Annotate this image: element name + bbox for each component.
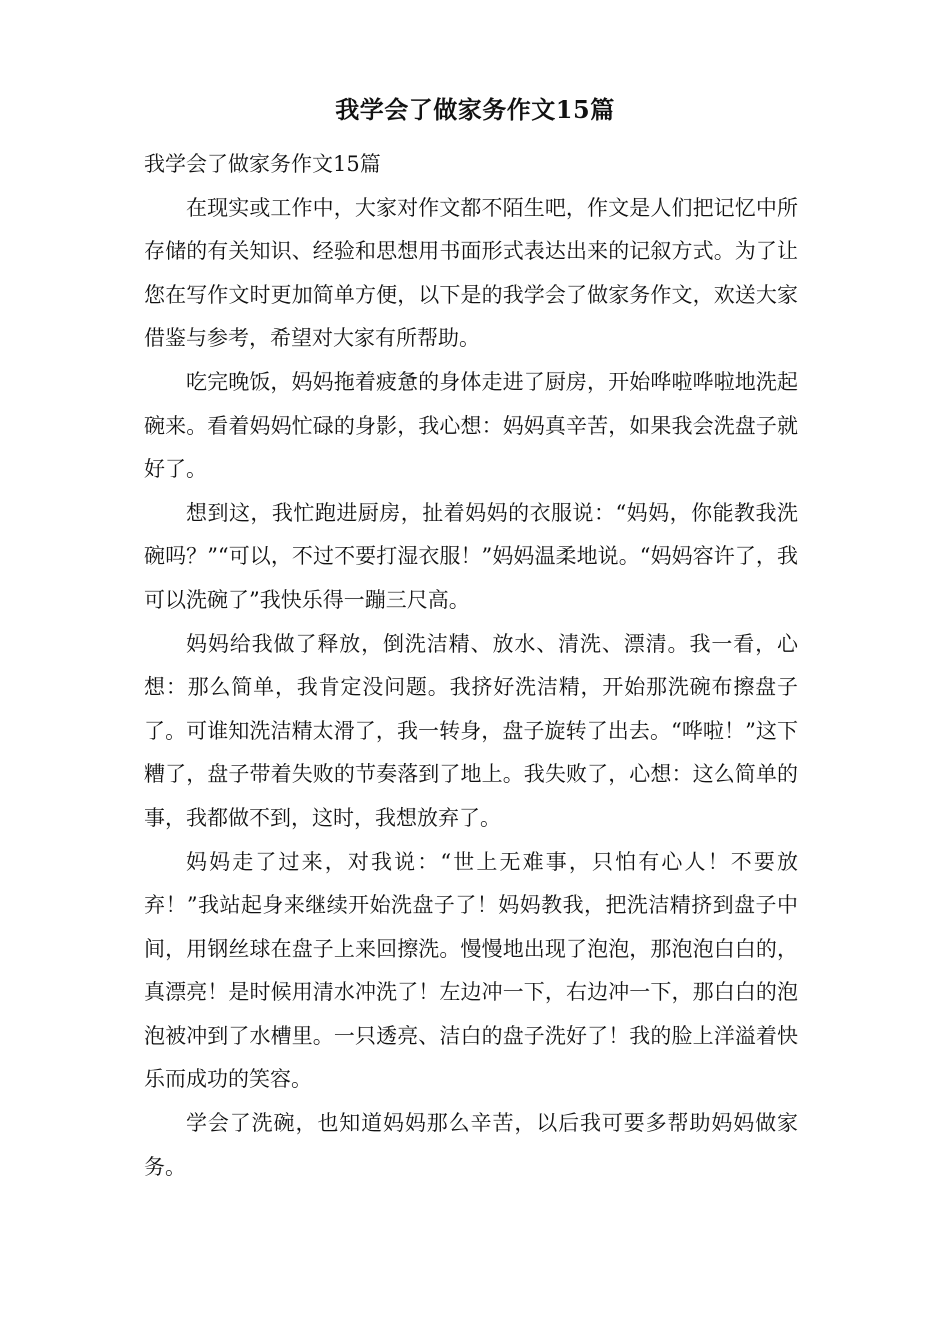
article-body [144, 143, 798, 1189]
article-subtitle: 我学会了做家务作文15篇 [144, 152, 381, 176]
paragraph-success: 妈妈走了过来，对我说：“世上无难事，只怕有心人！不要放弃！”我站起身来继续开始洗盘子了！妈妈教我，把洗洁精挤到盘子中间，用钢丝球在盘子上来回擦洗。慢慢地出现了泡泡，那泡泡白白的，真漂亮！是时候用清水冲洗了！左边冲一下，右边冲一下，那白白的泡泡被冲到了水槽里。一只透亮、洁白的盘子洗好了！我的脸上洋溢着快乐而成功的笑容。 [144, 849, 798, 1092]
paragraph-intro: 在现实或工作中，大家对作文都不陌生吧，作文是人们把记忆中所存储的有关知识、经验和思想用书面形式表达出来的记叙方式。为了让您在写作文时更加简单方便，以下是的我学会了做家务作文，欢送大家借鉴与参考，希望对大家有所帮助。 [144, 195, 798, 351]
page-title: 我学会了做家务作文15篇 [335, 95, 615, 124]
paragraph-conclusion: 学会了洗碗，也知道妈妈那么辛苦，以后我可要多帮助妈妈做家务。 [144, 1111, 798, 1179]
paragraph-first-try: 妈妈给我做了释放，倒洗洁精、放水、清洗、漂清。我一看，心想：那么简单，我肯定没问题。我挤好洗洁精，开始那洗碗布擦盘子了。可谁知洗洁精太滑了，我一转身，盘子旋转了出去。“哗啦！”这下糟了，盘子带着失败的节奏落到了地上。我失败了，心想：这么简单的事，我都做不到，这时，我想放弃了。 [144, 631, 798, 830]
paragraph-dinner: 吃完晚饭，妈妈拖着疲惫的身体走进了厨房，开始哗啦哗啦地洗起碗来。看着妈妈忙碌的身影，我心想：妈妈真辛苦，如果我会洗盘子就好了。 [144, 369, 798, 482]
paragraph-ask-mom: 想到这，我忙跑进厨房，扯着妈妈的衣服说：“妈妈，你能教我洗碗吗？”“可以，不过不要打湿衣服！”妈妈温柔地说。“妈妈容许了，我可以洗碗了”我快乐得一蹦三尺高。 [144, 500, 798, 612]
